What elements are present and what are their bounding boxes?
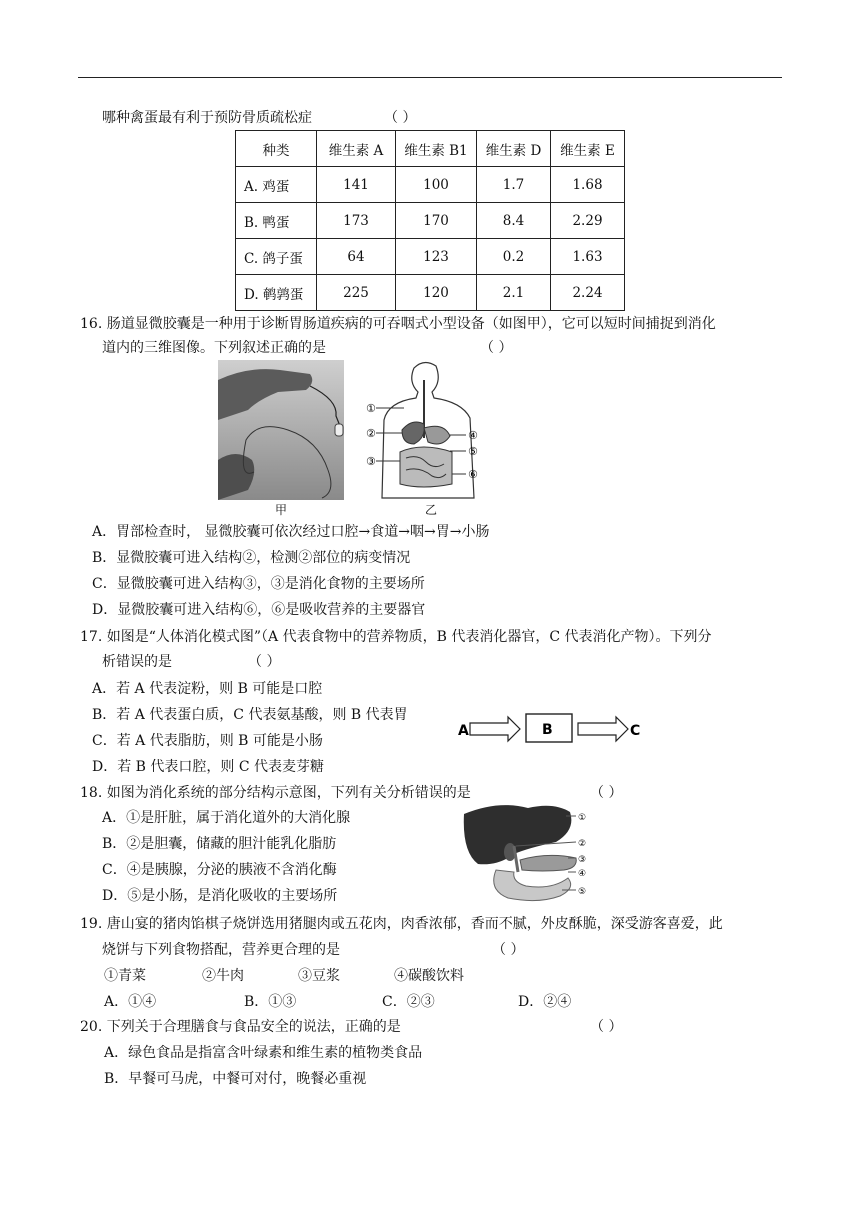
flow-b-label: B [542, 722, 553, 738]
liver-marker-3: ③ [578, 855, 587, 865]
marker-1: ① [366, 402, 376, 415]
table-cell: B. 鸭蛋 [236, 203, 317, 239]
flow-arrow-2 [578, 717, 628, 741]
fig-label-jia: 甲 [275, 503, 288, 517]
fig-label-yi: 乙 [425, 503, 438, 517]
q19-food-2: ②牛肉 [202, 968, 244, 984]
liver-marker-1: ① [578, 813, 587, 823]
table-cell: 0.2 [477, 239, 551, 275]
q19-food-4: ④碳酸饮料 [394, 968, 464, 984]
q19-food-1: ①青菜 [104, 968, 146, 984]
q16-option-a: A．胃部检查时， 显微胶囊可依次经过口腔→食道→咽→胃→小肠 [92, 524, 490, 540]
header-rule [78, 77, 782, 78]
q16-answer-paren: （ ） [480, 340, 513, 356]
q17-option-c: C．若 A 代表脂肪，则 B 可能是小肠 [92, 733, 323, 749]
q18-answer-paren: （ ） [590, 785, 623, 801]
q18-option-a: A．①是肝脏，属于消化道外的大消化腺 [102, 810, 351, 826]
table-row [236, 275, 625, 311]
table-header: 维生素 D [477, 131, 551, 167]
capsule-photo [218, 360, 346, 510]
table-cell: 170 [396, 203, 477, 239]
q19-food-3: ③豆浆 [298, 968, 340, 984]
q16-option-d: D．显微胶囊可进入结构⑥，⑥是吸收营养的主要器官 [92, 602, 426, 618]
q18-option-c: C．④是胰腺，分泌的胰液不含消化酶 [102, 862, 337, 878]
q19-choice-d: D．②④ [518, 994, 572, 1010]
q15-stem: 哪种禽蛋最有利于预防骨质疏松症 [102, 110, 312, 126]
table-cell: C. 鸽子蛋 [236, 239, 317, 275]
q18-stem: 18. 如图为消化系统的部分结构示意图，下列有关分析错误的是 [80, 785, 471, 801]
table-cell: A. 鸡蛋 [236, 167, 317, 203]
q17-stem-line1: 17. 如图是“人体消化模式图”（A 代表食物中的营养物质，B 代表消化器官，C 代表消化产物）。下列分 [80, 629, 712, 645]
marker-5: ⑤ [468, 445, 478, 458]
q17-stem-line2: 析错误的是 [102, 654, 172, 670]
table-cell: 141 [317, 167, 396, 203]
vitamin-table [235, 130, 625, 311]
q18-option-d: D．⑤是小肠，是消化吸收的主要场所 [102, 888, 338, 904]
table-cell: 64 [317, 239, 396, 275]
q19-choice-c: C．②③ [382, 994, 435, 1010]
table-cell: 1.63 [551, 239, 625, 275]
flow-c-label: C [630, 723, 641, 739]
table-header: 维生素 A [317, 131, 396, 167]
liver-marker-2: ② [578, 839, 587, 849]
q15-answer-paren: （ ） [384, 110, 417, 126]
marker-6: ⑥ [468, 468, 478, 481]
q18-option-b: B．②是胆囊，储藏的胆汁能乳化脂肪 [102, 836, 337, 852]
table-cell: 173 [317, 203, 396, 239]
marker-3: ③ [366, 455, 376, 468]
table-cell: 8.4 [477, 203, 551, 239]
table-header-row [236, 131, 625, 167]
q16-stem-line2: 道内的三维图像。下列叙述正确的是 [102, 340, 326, 356]
digestive-diagram [362, 358, 490, 514]
table-row [236, 203, 625, 239]
q16-option-b: B．显微胶囊可进入结构②，检测②部位的病变情况 [92, 550, 411, 566]
flow-arrow-1 [470, 717, 520, 741]
table-cell: 225 [317, 275, 396, 311]
table-header: 维生素 B1 [396, 131, 477, 167]
table-cell: 2.29 [551, 203, 625, 239]
marker-2: ② [366, 427, 376, 440]
digestion-flow-diagram [456, 712, 646, 746]
table-cell: 123 [396, 239, 477, 275]
liver-marker-4: ④ [578, 869, 587, 879]
table-cell: 2.24 [551, 275, 625, 311]
q19-choice-a: A．①④ [104, 994, 157, 1010]
flow-a-label: A [458, 723, 469, 739]
table-cell: 1.68 [551, 167, 625, 203]
table-header: 种类 [236, 131, 317, 167]
liver-pancreas-diagram [458, 802, 598, 906]
q16-option-c: C．显微胶囊可进入结构③，③是消化食物的主要场所 [92, 576, 425, 592]
table-cell: 100 [396, 167, 477, 203]
q19-stem-line2: 烧饼与下列食物搭配，营养更合理的是 [102, 942, 340, 958]
q17-option-d: D．若 B 代表口腔，则 C 代表麦芽糖 [92, 759, 325, 775]
q17-answer-paren: （ ） [248, 654, 281, 670]
q16-stem-line1: 16. 肠道显微胶囊是一种用于诊断胃肠道疾病的可吞咽式小型设备（如图甲），它可以短时间捕捉到消化 [80, 316, 716, 332]
q19-answer-paren: （ ） [492, 942, 525, 958]
table-cell: D. 鹌鹑蛋 [236, 275, 317, 311]
q17-option-b: B．若 A 代表蛋白质，C 代表氨基酸，则 B 代表胃 [92, 707, 408, 723]
marker-4: ④ [468, 429, 478, 442]
table-cell: 2.1 [477, 275, 551, 311]
table-header: 维生素 E [551, 131, 625, 167]
q19-choice-b: B．①③ [244, 994, 297, 1010]
liver-marker-5: ⑤ [578, 887, 587, 897]
q20-option-a: A．绿色食品是指富含叶绿素和维生素的植物类食品 [104, 1045, 423, 1061]
q17-option-a: A．若 A 代表淀粉，则 B 可能是口腔 [92, 681, 323, 697]
q20-answer-paren: （ ） [590, 1019, 623, 1035]
table-cell: 120 [396, 275, 477, 311]
table-cell: 1.7 [477, 167, 551, 203]
table-row [236, 239, 625, 275]
table-row [236, 167, 625, 203]
q20-stem: 20. 下列关于合理膳食与食品安全的说法，正确的是 [80, 1019, 401, 1035]
q19-stem-line1: 19. 唐山宴的猪肉馅棋子烧饼选用猪腿肉或五花肉，肉香浓郁，香而不腻，外皮酥脆，深受游客喜爱，此 [80, 916, 723, 932]
q20-option-b: B．早餐可马虎，中餐可对付，晚餐必重视 [104, 1071, 367, 1087]
